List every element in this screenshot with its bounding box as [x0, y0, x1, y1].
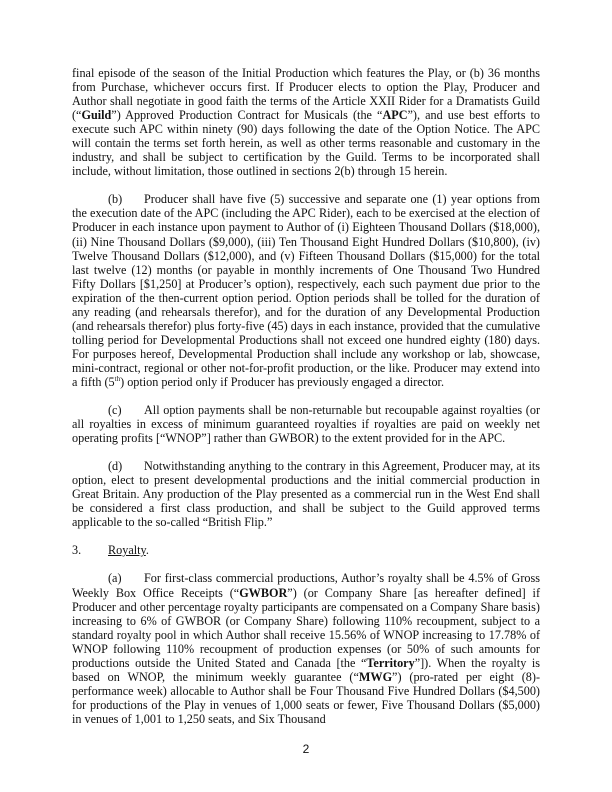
text-run: Notwithstanding anything to the contrary in this Agreement, Producer may, at its option, elect to present developmental productions and the initial commercial production in Great Britain. Any production of the Play presented as a commercial run in the West End shall be considered a first class production, and shall be subject to the Guild approved terms applicable to the so-called “British Flip.” — [72, 459, 540, 530]
section-title-period: . — [145, 543, 149, 558]
defined-term: Territory — [366, 655, 415, 670]
superscript: th — [114, 374, 121, 383]
text-run: For first-class commercial productions, Author’s royalty shall be 4.5% of Gross Weekly Box Office Receipts (“ — [72, 571, 540, 600]
text-run: final episode of the season of the Initial Production which features the Play, or (b) 36 months from Purchase, whichever occurs first. If Producer elects to option the Play, Producer and Author shall negotiate in good faith the terms of the Article XXII Rider for a Dramatists Guild (“ — [72, 66, 540, 123]
subsection-label: (c) — [108, 403, 122, 418]
page-number: 2 — [302, 742, 310, 756]
paragraph-2b — [72, 192, 540, 389]
text-run: ”), and use best efforts to execute such APC within ninety (90) days following the date of the Option Notice. The APC will contain the terms set forth herein, as well as other terms reasonable and customary in the industry, and shall be subject to certification by the Guild. Terms to be incorporated shall include, without limitation, those outlined in sections 2(b) through 15 herein. — [72, 108, 541, 179]
text-run: ”) (or Company Share [as hereafter defined] if Producer and other percentage royalty participants are compensated on a Company Share basis) increasing to 6% of GWBOR (or Company Share) following 110% recoupment, subject to a standard royalty pool in which Author shall receive 15.56% of WNOP increasing to 17.78% of WNOP following 110% recoupment of production expenses (or 50% of such amounts for productions outside the United Stated and Canada [the “ — [72, 585, 540, 670]
text-run: All option payments shall be non-returnable but recoupable against royalties (or all royalties in excess of minimum guaranteed royalties if royalties are paid on weekly net operating profits [“WNOP”] rather than GWBOR) to the extent provided for in the APC. — [72, 403, 540, 446]
text-run: Producer shall have five (5) successive and separate one (1) year options from the execution date of the APC (including the APC Rider), each to be exercised at the election of Producer in each instance upon payment to Author of (i) Eighteen Thousand Dollars ($18,000), (ii) Nine Thousand Dollars ($9,000), (iii) Ten Thousand Eight Hundred Dollars ($10,800), (iv) Twelve Thousand Dollars ($12,000), and (v) Fifteen Thousand Dollars ($15,000) for the total last twelve (12) months (or payable in monthly increments of One Thousand Two Hundred Fifty Dollars [$1,250] at Producer’s option), respectively, each such payment due prior to the expiration of the then-current option period. Option periods shall be tolled for the duration of any reading (and rehearsals therefor), and for the duration of any Developmental Production (and rehearsals therefor) plus forty-five (45) days in each instance, provided that the cumulative tolling period for Developmental Productions shall not exceed one hundred eighty (180) days. For purposes hereof, Developmental Production shall include any workshop or lab, showcase, mini-contract, regional or other not-for-profit production, or the like. Producer may extend into a fifth (5 — [72, 192, 540, 389]
section-number: 3. — [72, 543, 82, 558]
subsection-label: (b) — [108, 192, 123, 207]
defined-term: MWG — [358, 669, 393, 684]
paragraph-2c — [72, 403, 540, 445]
document-body — [72, 66, 540, 740]
paragraph-3a — [72, 571, 540, 726]
defined-term: APC — [382, 108, 408, 123]
defined-term: GWBOR — [239, 585, 288, 600]
subsection-label: (a) — [108, 571, 122, 586]
text-run: ”) (pro-rated per eight (8)-performance week) allocable to Author shall be Four Thousand Five Hundred Dollars ($4,500) for productions of the Play in venues of 1,000 seats or fewer, Five Thousand Dollars ($5,000) in venues of 1,001 to 1,250 seats, and Six Thousand — [72, 669, 541, 726]
paragraph-continuation — [72, 66, 540, 178]
text-run: ”]). When the royalty is based on WNOP, the minimum weekly guarantee (“ — [72, 655, 540, 684]
paragraph-2d — [72, 459, 540, 529]
text-run: ) option period only if Producer has previously engaged a director. — [120, 374, 444, 389]
defined-term: Guild — [81, 108, 112, 123]
subsection-label: (d) — [108, 459, 123, 474]
section-title: Royalty — [108, 543, 146, 558]
text-run: ”) Approved Production Contract for Musicals (the “ — [111, 108, 383, 123]
section-heading-royalty — [72, 543, 540, 557]
